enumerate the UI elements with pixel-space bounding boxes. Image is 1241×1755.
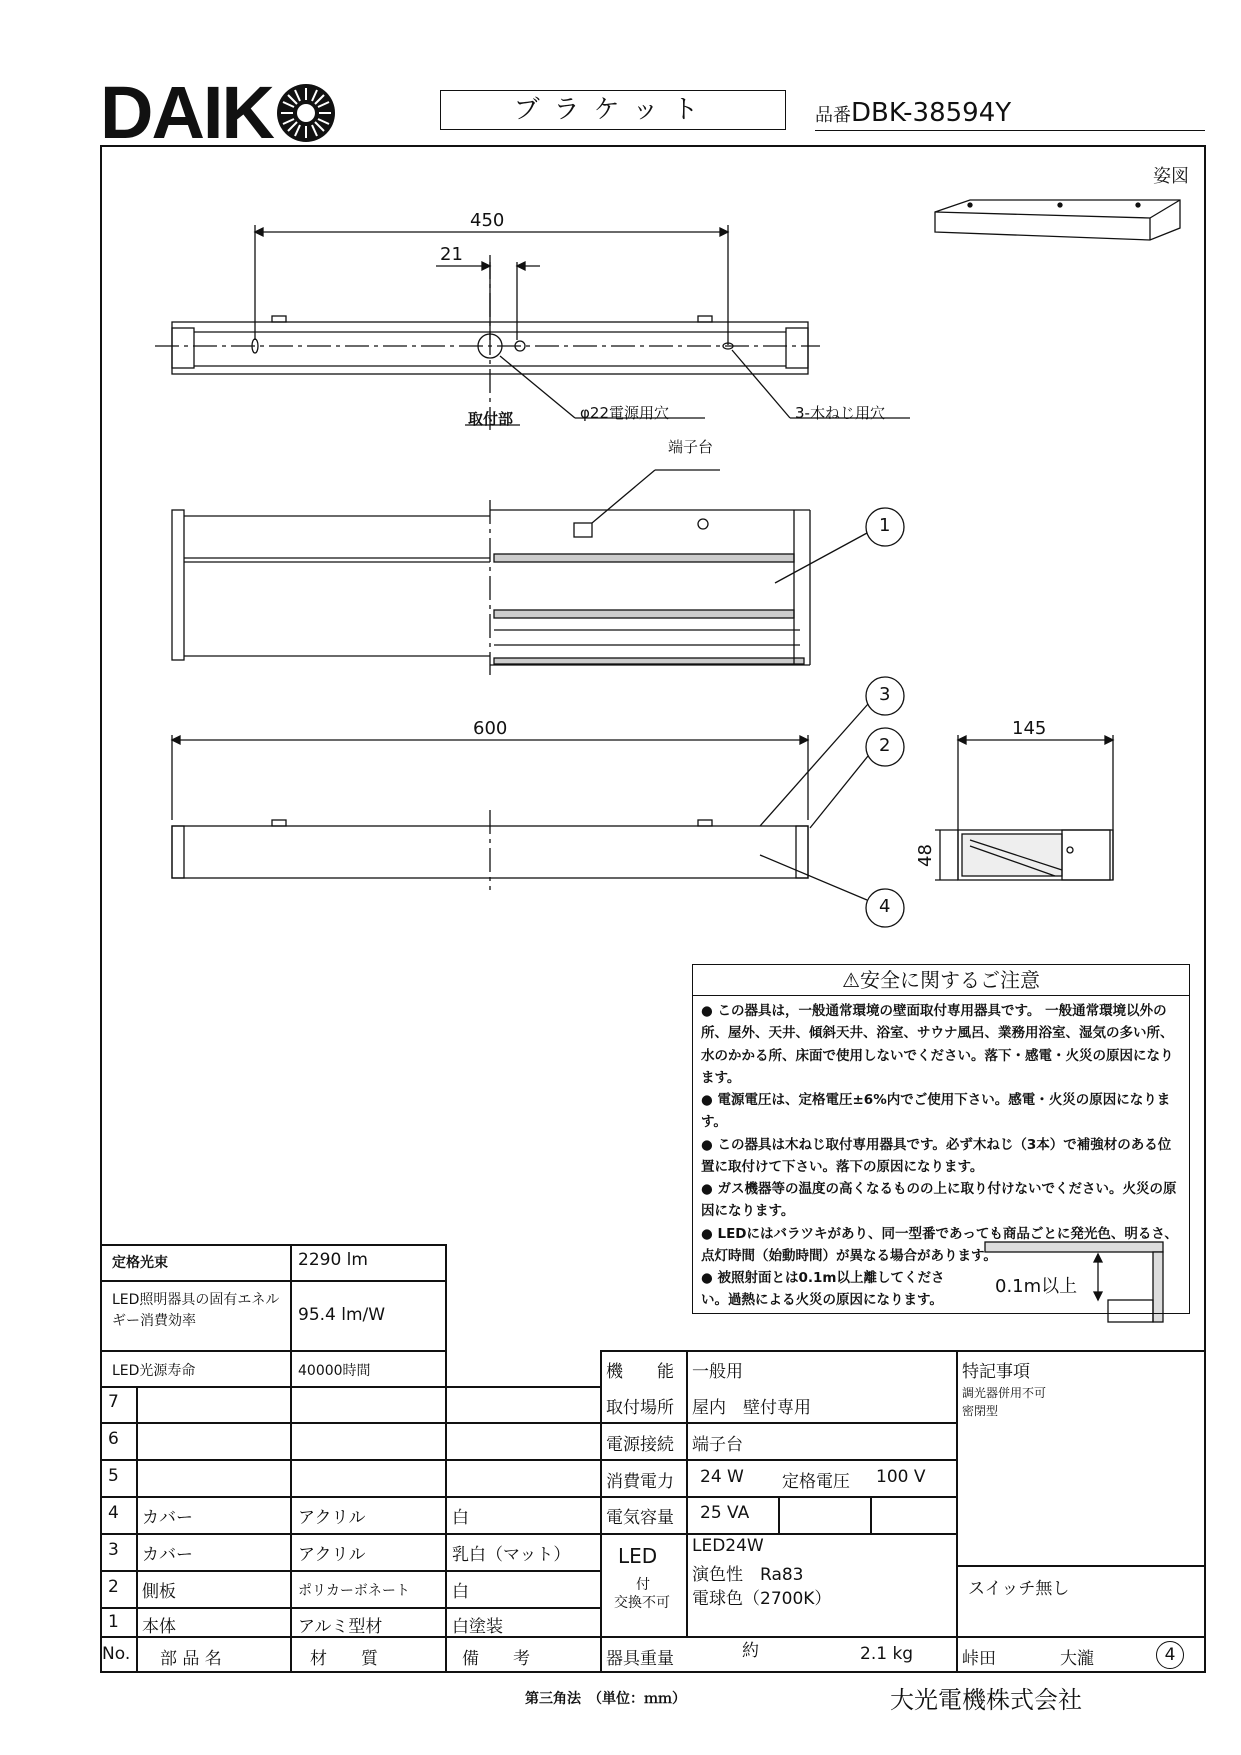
- part-material: アクリル: [298, 1508, 366, 1528]
- part-number-prefix: 品番: [815, 105, 851, 126]
- part-name: 本体: [142, 1617, 176, 1637]
- part-name: 側板: [142, 1582, 176, 1602]
- lifetime-label: LED光源寿命: [112, 1363, 196, 1379]
- lifetime-value: 40000時間: [298, 1363, 371, 1379]
- led-label: LED: [618, 1544, 658, 1568]
- safety-item: ● この器具は，一般通常環境の壁面取付専用器具です。 一般通常環境以外の所、屋外、天井、傾斜天井、浴室、サウナ風呂、業務用浴室、湿気の多い所、水のかかる所、床面で使用しないでください。落下・感電・火災の原因になります。: [701, 1000, 1181, 1089]
- header-name: 部 品 名: [160, 1649, 222, 1669]
- safety-item: ● この器具は木ねじ取付専用器具です。必ず木ねじ（3本）で補強材のある位置に取付けて下さい。落下の原因になります。: [701, 1134, 1181, 1179]
- capacity-value: 25 VA: [700, 1503, 750, 1523]
- part-no: 7: [108, 1392, 119, 1412]
- function-value: 一般用: [692, 1362, 743, 1382]
- capacity-label: 電気容量: [606, 1508, 674, 1528]
- terminal-label: 端子台: [668, 438, 714, 456]
- part-note: 乳白（マット）: [452, 1545, 571, 1565]
- safety-title-text: 安全に関するご注意: [859, 968, 1040, 992]
- part-material: アルミ型材: [298, 1617, 383, 1637]
- mount-place-value: 屋内 壁付専用: [692, 1398, 811, 1418]
- dim-450: 450: [470, 210, 505, 231]
- mount-label: 取付部: [468, 410, 514, 428]
- notes-title: 特記事項: [962, 1362, 1030, 1382]
- led-spec-2: 演色性 Ra83: [692, 1565, 804, 1585]
- part-no: 5: [108, 1466, 119, 1486]
- safety-notice: [692, 964, 1190, 1314]
- safety-item: ● LEDにはバラツキがあり、同一型番であっても商品ごとに発光色、明るさ、点灯時間（始動時間）が異なる場合があります。: [701, 1223, 1181, 1268]
- perspective-label: 姿図: [1153, 166, 1189, 187]
- voltage-label: 定格電圧: [782, 1472, 850, 1492]
- screw-hole-label: 3-木ねじ用穴: [795, 404, 885, 422]
- revision-number: 4: [1156, 1641, 1184, 1669]
- led-spec-3: 電球色（2700K）: [692, 1589, 832, 1609]
- company-name: 大光電機株式会社: [890, 1686, 1082, 1714]
- callout-1: 1: [879, 515, 891, 536]
- voltage-value: 100 V: [876, 1467, 926, 1487]
- efficiency-label: LED照明器具の固有エネルギー消費効率: [112, 1292, 280, 1329]
- connection-label: 電源接続: [606, 1435, 674, 1455]
- mount-place-label: 取付場所: [606, 1398, 674, 1418]
- part-no: 4: [108, 1503, 119, 1523]
- weight-value: 2.1 kg: [860, 1644, 914, 1664]
- front-view: [172, 677, 904, 927]
- signature-2: 大瀧: [1060, 1649, 1094, 1669]
- part-no: 2: [108, 1577, 119, 1597]
- weight-label: 器具重量: [606, 1649, 674, 1669]
- dim-145: 145: [1012, 718, 1047, 739]
- warning-icon: ⚠: [842, 968, 860, 992]
- section-view: [172, 470, 904, 675]
- part-note: 白: [452, 1508, 469, 1528]
- lumen-label: 定格光束: [112, 1255, 168, 1271]
- power-label: 消費電力: [606, 1472, 674, 1492]
- part-name: カバー: [142, 1508, 193, 1528]
- notes-line-1: 調光器併用不可: [962, 1386, 1047, 1400]
- header-no: No.: [102, 1644, 131, 1664]
- efficiency-value: 95.4 lm/W: [298, 1305, 386, 1325]
- callout-3: 3: [879, 684, 891, 705]
- led-spec-1: LED24W: [692, 1536, 764, 1556]
- part-material: アクリル: [298, 1545, 366, 1565]
- switch-note: スイッチ無し: [968, 1579, 1070, 1599]
- power-value: 24 W: [700, 1467, 744, 1487]
- clearance-label: 0.1m以上: [995, 1276, 1078, 1297]
- part-no: 6: [108, 1429, 119, 1449]
- projection-note: 第三角法 （単位：ｍｍ）: [525, 1691, 686, 1707]
- dim-600: 600: [473, 718, 508, 739]
- dim-21: 21: [440, 244, 463, 265]
- logo-text: DAIK: [100, 71, 273, 154]
- dim-48: 48: [914, 844, 936, 867]
- part-note: 白塗装: [452, 1617, 503, 1637]
- header-material: 材 質: [310, 1649, 378, 1669]
- signature-1: 峠田: [962, 1649, 996, 1669]
- side-view: [935, 735, 1113, 880]
- perspective-view: [935, 200, 1180, 240]
- part-name: カバー: [142, 1545, 193, 1565]
- connection-value: 端子台: [692, 1435, 743, 1455]
- part-no: 1: [108, 1612, 119, 1632]
- safety-item: ● ガス機器等の温度の高くなるものの上に取り付けないでください。火災の原因になります。: [701, 1178, 1181, 1223]
- weight-prefix: 約: [742, 1641, 759, 1661]
- product-type-box: ブラケット: [440, 90, 786, 130]
- header-note: 備 考: [462, 1649, 530, 1669]
- top-view: [155, 225, 910, 430]
- part-note: 白: [452, 1582, 469, 1602]
- safety-list: [701, 1000, 1181, 1312]
- lumen-value: 2290 lm: [298, 1250, 368, 1270]
- led-sub1: 付: [636, 1577, 650, 1593]
- callout-2: 2: [879, 735, 891, 756]
- notes-line-2: 密閉型: [962, 1404, 999, 1418]
- function-label: 機 能: [606, 1362, 674, 1382]
- part-number-value: DBK-38594Y: [851, 98, 1012, 128]
- part-no: 3: [108, 1540, 119, 1560]
- part-material: ポリカーボネート: [298, 1583, 410, 1599]
- callout-4: 4: [879, 896, 891, 917]
- power-hole-label: φ22電源用穴: [580, 404, 669, 422]
- led-sub2: 交換不可: [614, 1595, 670, 1611]
- safety-item: ● 電源電圧は、定格電圧±6%内でご使用下さい。感電・火災の原因になります。: [701, 1089, 1181, 1134]
- safety-title: [693, 965, 1189, 996]
- safety-item: ● 被照射面とは0.1m以上離してください。過熱による火災の原因になります。: [701, 1267, 951, 1312]
